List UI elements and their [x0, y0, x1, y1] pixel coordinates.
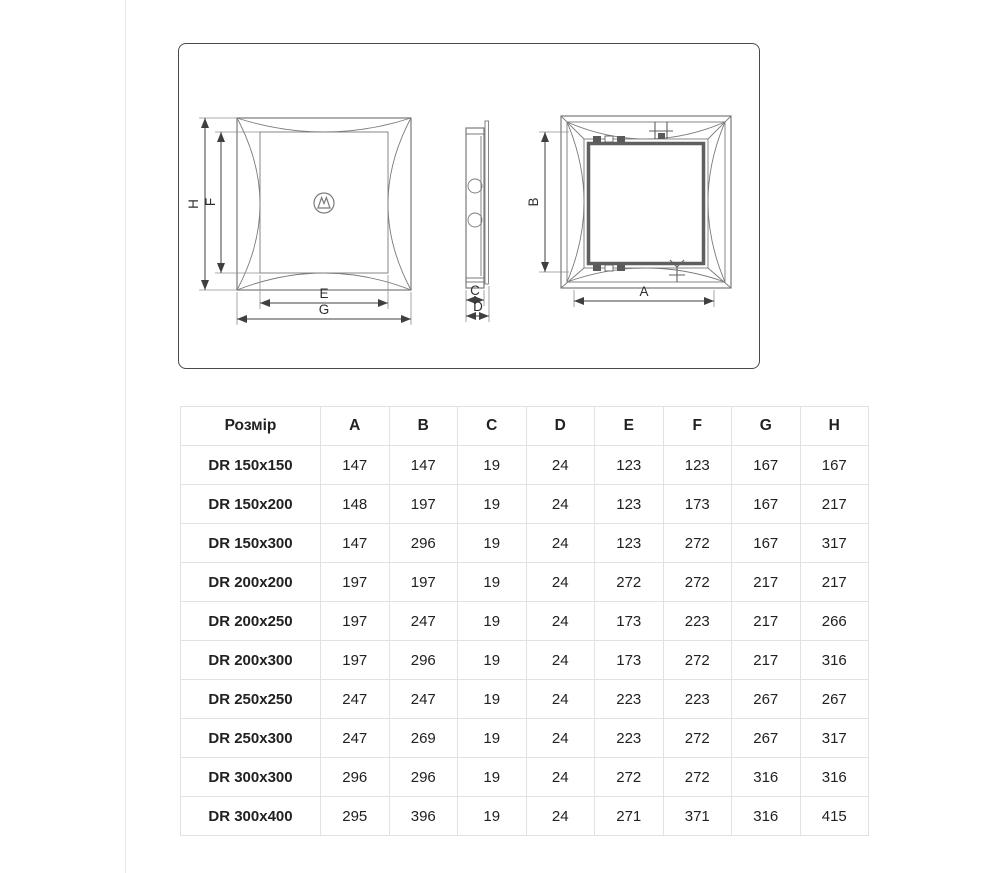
dimension-value: 415 — [800, 797, 869, 836]
header-row — [181, 407, 869, 446]
size-label: DR 150x150 — [181, 446, 321, 485]
size-label: DR 250x250 — [181, 680, 321, 719]
dim-column-header: H — [800, 407, 869, 446]
dimension-value: 173 — [595, 641, 664, 680]
dimension-value: 247 — [321, 719, 390, 758]
dimension-value: 123 — [595, 524, 664, 563]
dimension-value: 223 — [595, 719, 664, 758]
dimension-value: 167 — [732, 485, 801, 524]
size-label: DR 150x300 — [181, 524, 321, 563]
hinge-clips-top — [593, 136, 625, 142]
dimension-value: 223 — [663, 602, 732, 641]
dimension-value: 24 — [526, 563, 595, 602]
dimension-value: 223 — [663, 680, 732, 719]
table-row — [181, 446, 869, 485]
dim-column-header: F — [663, 407, 732, 446]
dimensions-table — [180, 406, 869, 836]
size-label: DR 200x250 — [181, 602, 321, 641]
size-label: DR 300x300 — [181, 758, 321, 797]
dimension-value: 24 — [526, 797, 595, 836]
dimension-value: 272 — [663, 641, 732, 680]
technical-drawing-panel — [178, 43, 760, 369]
dimension-value: 295 — [321, 797, 390, 836]
brand-logo-mark — [314, 193, 334, 213]
dimension-value: 396 — [389, 797, 458, 836]
dim-label-c: C — [470, 283, 480, 298]
dimension-value: 19 — [458, 680, 527, 719]
dimension-value: 217 — [732, 602, 801, 641]
dim-column-header: D — [526, 407, 595, 446]
size-label: DR 200x300 — [181, 641, 321, 680]
dimension-value: 272 — [663, 719, 732, 758]
dimension-value: 197 — [389, 485, 458, 524]
dimension-value: 19 — [458, 563, 527, 602]
size-label: DR 300x400 — [181, 797, 321, 836]
dimension-value: 123 — [663, 446, 732, 485]
size-label: DR 150x200 — [181, 485, 321, 524]
dimension-value: 247 — [389, 680, 458, 719]
dimension-value: 24 — [526, 758, 595, 797]
dimension-value: 19 — [458, 641, 527, 680]
dimension-value: 217 — [800, 485, 869, 524]
dimension-value: 267 — [800, 680, 869, 719]
side-view — [466, 121, 489, 322]
dimension-value: 19 — [458, 602, 527, 641]
dim-label-h: H — [186, 199, 201, 209]
technical-drawing — [179, 44, 759, 368]
dimension-value: 173 — [663, 485, 732, 524]
dim-column-header: A — [321, 407, 390, 446]
dimension-value: 197 — [389, 563, 458, 602]
dimension-value: 24 — [526, 641, 595, 680]
dimension-value: 272 — [663, 758, 732, 797]
dim-column-header: E — [595, 407, 664, 446]
dimension-value: 167 — [732, 524, 801, 563]
table-row — [181, 641, 869, 680]
dimension-value: 269 — [389, 719, 458, 758]
dimension-value: 147 — [321, 524, 390, 563]
dimension-value: 19 — [458, 758, 527, 797]
dim-column-header: G — [732, 407, 801, 446]
dimension-value: 148 — [321, 485, 390, 524]
table-row — [181, 758, 869, 797]
table-row — [181, 797, 869, 836]
dimension-value: 197 — [321, 641, 390, 680]
dim-label-g: G — [318, 302, 330, 317]
dimension-value: 19 — [458, 524, 527, 563]
dimension-value: 24 — [526, 485, 595, 524]
dimension-value: 197 — [321, 602, 390, 641]
dimension-value: 272 — [595, 758, 664, 797]
dimension-value: 266 — [800, 602, 869, 641]
page-column-divider — [125, 0, 126, 873]
size-column-header: Розмір — [181, 407, 321, 446]
dimension-value: 317 — [800, 719, 869, 758]
dimension-value: 316 — [800, 641, 869, 680]
table-row — [181, 524, 869, 563]
dimension-value: 24 — [526, 446, 595, 485]
dimension-value: 217 — [800, 563, 869, 602]
table-row — [181, 602, 869, 641]
dimension-value: 147 — [389, 446, 458, 485]
dimension-value: 167 — [800, 446, 869, 485]
dimension-value: 296 — [389, 758, 458, 797]
dimension-value: 317 — [800, 524, 869, 563]
dimension-value: 19 — [458, 797, 527, 836]
table-row — [181, 563, 869, 602]
size-table-body — [181, 446, 869, 836]
dimension-value: 316 — [732, 758, 801, 797]
dimension-value: 296 — [321, 758, 390, 797]
dimension-value: 147 — [321, 446, 390, 485]
dim-label-b: B — [526, 197, 541, 207]
dimension-value: 19 — [458, 485, 527, 524]
latch-top — [649, 122, 673, 139]
dimension-value: 267 — [732, 680, 801, 719]
dimension-value: 272 — [595, 563, 664, 602]
dimension-value: 316 — [732, 797, 801, 836]
dimension-value: 19 — [458, 719, 527, 758]
dim-label-f: F — [203, 197, 218, 207]
table-row — [181, 719, 869, 758]
dimension-value: 223 — [595, 680, 664, 719]
dimension-value: 173 — [595, 602, 664, 641]
dimension-value: 24 — [526, 524, 595, 563]
dimension-value: 267 — [732, 719, 801, 758]
dim-column-header: C — [458, 407, 527, 446]
dimension-value: 296 — [389, 641, 458, 680]
dimension-value: 24 — [526, 719, 595, 758]
dimension-value: 272 — [663, 524, 732, 563]
dimension-value: 19 — [458, 446, 527, 485]
mounting-hole-icon — [468, 179, 482, 193]
size-label: DR 250x300 — [181, 719, 321, 758]
front-view — [186, 118, 411, 325]
dimension-value: 123 — [595, 485, 664, 524]
dimension-value: 247 — [321, 680, 390, 719]
mounting-hole-icon — [468, 213, 482, 227]
dimension-value: 271 — [595, 797, 664, 836]
dimension-value: 24 — [526, 602, 595, 641]
dimension-value: 217 — [732, 563, 801, 602]
back-view — [526, 116, 731, 307]
dim-label-a: A — [639, 284, 649, 299]
dimension-value: 24 — [526, 680, 595, 719]
dimension-value: 371 — [663, 797, 732, 836]
dimension-value: 272 — [663, 563, 732, 602]
dimension-value: 316 — [800, 758, 869, 797]
dim-column-header: B — [389, 407, 458, 446]
dimension-value: 247 — [389, 602, 458, 641]
table-row — [181, 680, 869, 719]
dim-label-e: E — [319, 286, 329, 301]
dimension-value: 197 — [321, 563, 390, 602]
size-label: DR 200x200 — [181, 563, 321, 602]
hinge-clips-bottom — [593, 265, 625, 271]
table-row — [181, 485, 869, 524]
dimension-value: 296 — [389, 524, 458, 563]
dimension-value: 217 — [732, 641, 801, 680]
dimension-value: 167 — [732, 446, 801, 485]
dim-label-d: D — [473, 299, 483, 314]
dimension-value: 123 — [595, 446, 664, 485]
